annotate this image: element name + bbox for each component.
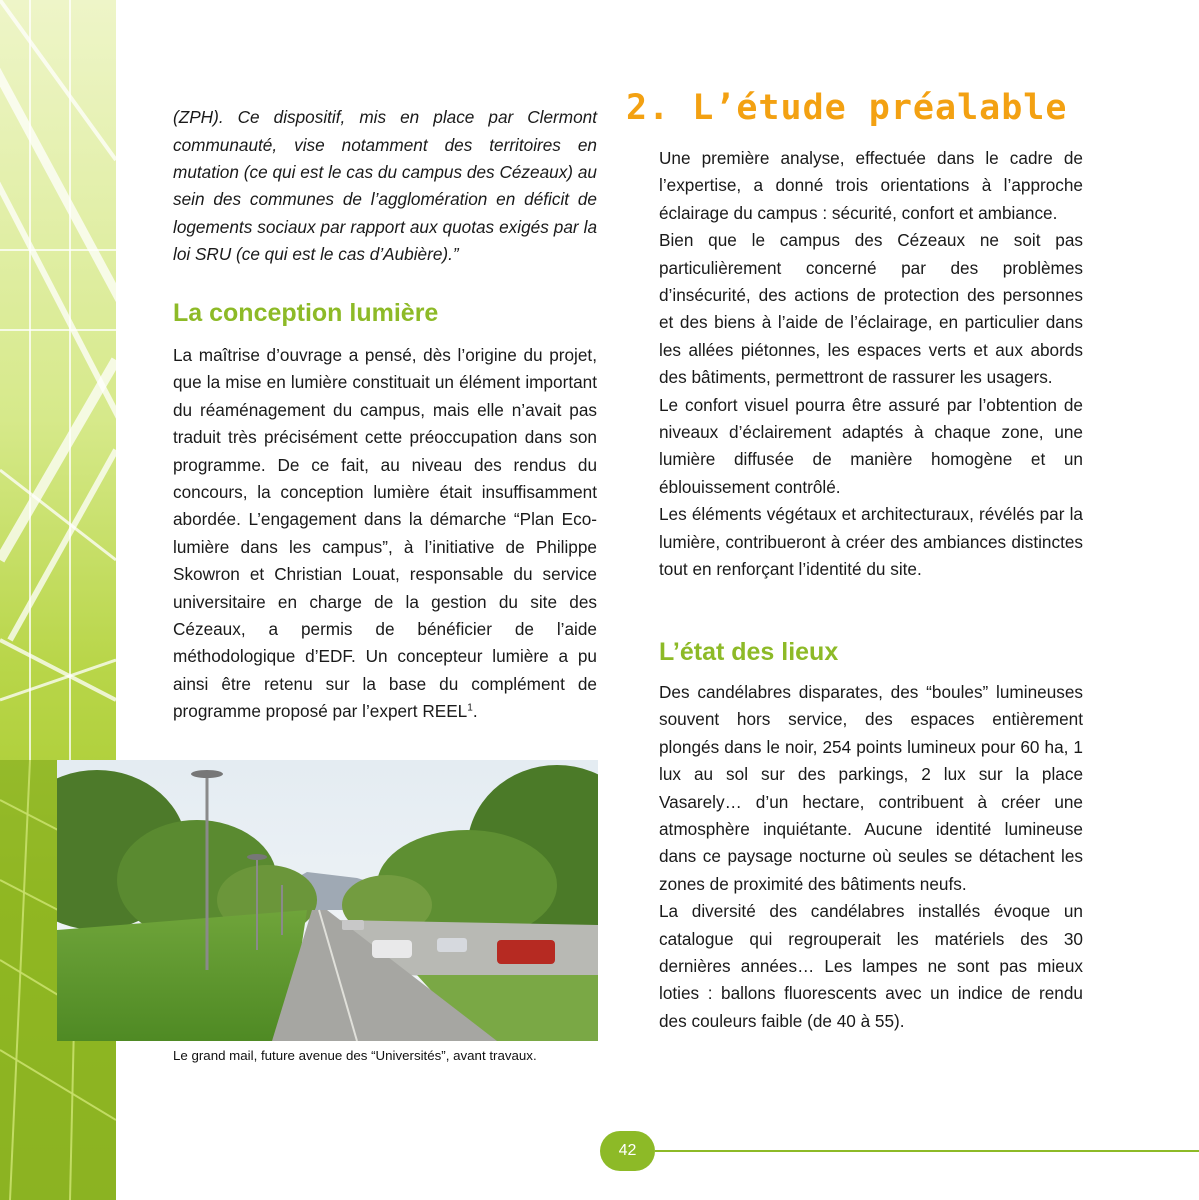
page-number: 42 bbox=[600, 1131, 655, 1171]
etude-body bbox=[659, 145, 1083, 584]
etude-paragraph: Le confort visuel pourra être assuré par l’obtention de niveaux d’éclairement adaptés à chaque zone, une lumière diffusée de manière homogène et un éblouissement contrôlé. bbox=[659, 394, 1083, 497]
conception-text: La maîtrise d’ouvrage a pensé, dès l’origine du projet, que la mise en lumière constituait un élément important du réaménagement du campus, mais elle n’avait pas traduit très précisément cette préoccupation dans son programme. De ce fait, au niveau des rendus du concours, la conception lumière était insuffisamment abordée. L’engagement dans la démarche “Plan Eco-lumière dans les campus”, à l’initiative de Philippe Skowron et Christian Louat, responsable du service universitaire en charge de la gestion du site des Cézeaux, a permis de bénéficier de l’aide méthodologique d’EDF. Un concepteur lumière a pu ainsi être retenu sur la base du complément de programme proposé par l’expert REEL bbox=[173, 345, 597, 722]
conception-end-punct: . bbox=[472, 701, 478, 722]
etude-paragraph: Bien que le campus des Cézeaux ne soit pas particulièrement concerné par des problèmes d’insécurité, des actions de protection des personnes et des biens à l’aide de l’éclairage, en particulier dans les allées piétonnes, les espaces verts et aux abords des bâtiments, permettront de rassurer les usagers. bbox=[659, 230, 1083, 388]
etat-paragraph: Des candélabres disparates, des “boules” lumineuses souvent hors service, des espaces entièrement plongés dans le noir, 254 points lumineux pour 60 ha, 1 lux au sol sur des parkings, 2 lux sur la place Vasarely… d’un hectare, contribuent à créer une atmosphère inquiétante. Aucune identité lumineuse dans ce paysage nocturne où seules se détachent les zones de proximité des bâtiments neufs. bbox=[659, 682, 1083, 894]
campus-photo bbox=[57, 760, 598, 1041]
etat-paragraph: La diversité des candélabres installés évoque un catalogue qui regrouperait les matériels des 30 dernières années… Les lampes ne sont pas mieux loties : ballons fluorescents avec un indice de rendu des couleurs faible (de 40 à 55). bbox=[659, 901, 1083, 1031]
etude-paragraph: Une première analyse, effectuée dans le cadre de l’expertise, a donné trois orientations à l’approche éclairage du campus : sécurité, confort et ambiance. bbox=[659, 148, 1083, 223]
footer-rule bbox=[655, 1150, 1199, 1152]
chapter-title: 2. L’étude préalable bbox=[626, 88, 1068, 128]
photo-caption: Le grand mail, future avenue des “Universités”, avant travaux. bbox=[173, 1048, 537, 1063]
footnote-mark: 1 bbox=[467, 702, 473, 714]
etat-heading: L’état des lieux bbox=[659, 638, 839, 666]
intro-paragraph: (ZPH). Ce dispositif, mis en place par Clermont communauté, vise notamment des territoires en mutation (ce qui est le cas du campus des Cézeaux) au sein des communes de l’agglomération en déficit de logements sociaux par rapport aux quotas exigés par la loi SRU (ce qui est le cas d’Aubière).” bbox=[173, 107, 597, 265]
conception-heading: La conception lumière bbox=[173, 299, 439, 327]
etude-paragraph: Les éléments végétaux et architecturaux, révélés par la lumière, contribueront à créer des ambiances distinctes tout en renforçant l’identité du site. bbox=[659, 504, 1083, 580]
conception-body bbox=[173, 342, 597, 726]
conception-paragraph bbox=[173, 342, 597, 726]
etat-body bbox=[659, 679, 1083, 1035]
